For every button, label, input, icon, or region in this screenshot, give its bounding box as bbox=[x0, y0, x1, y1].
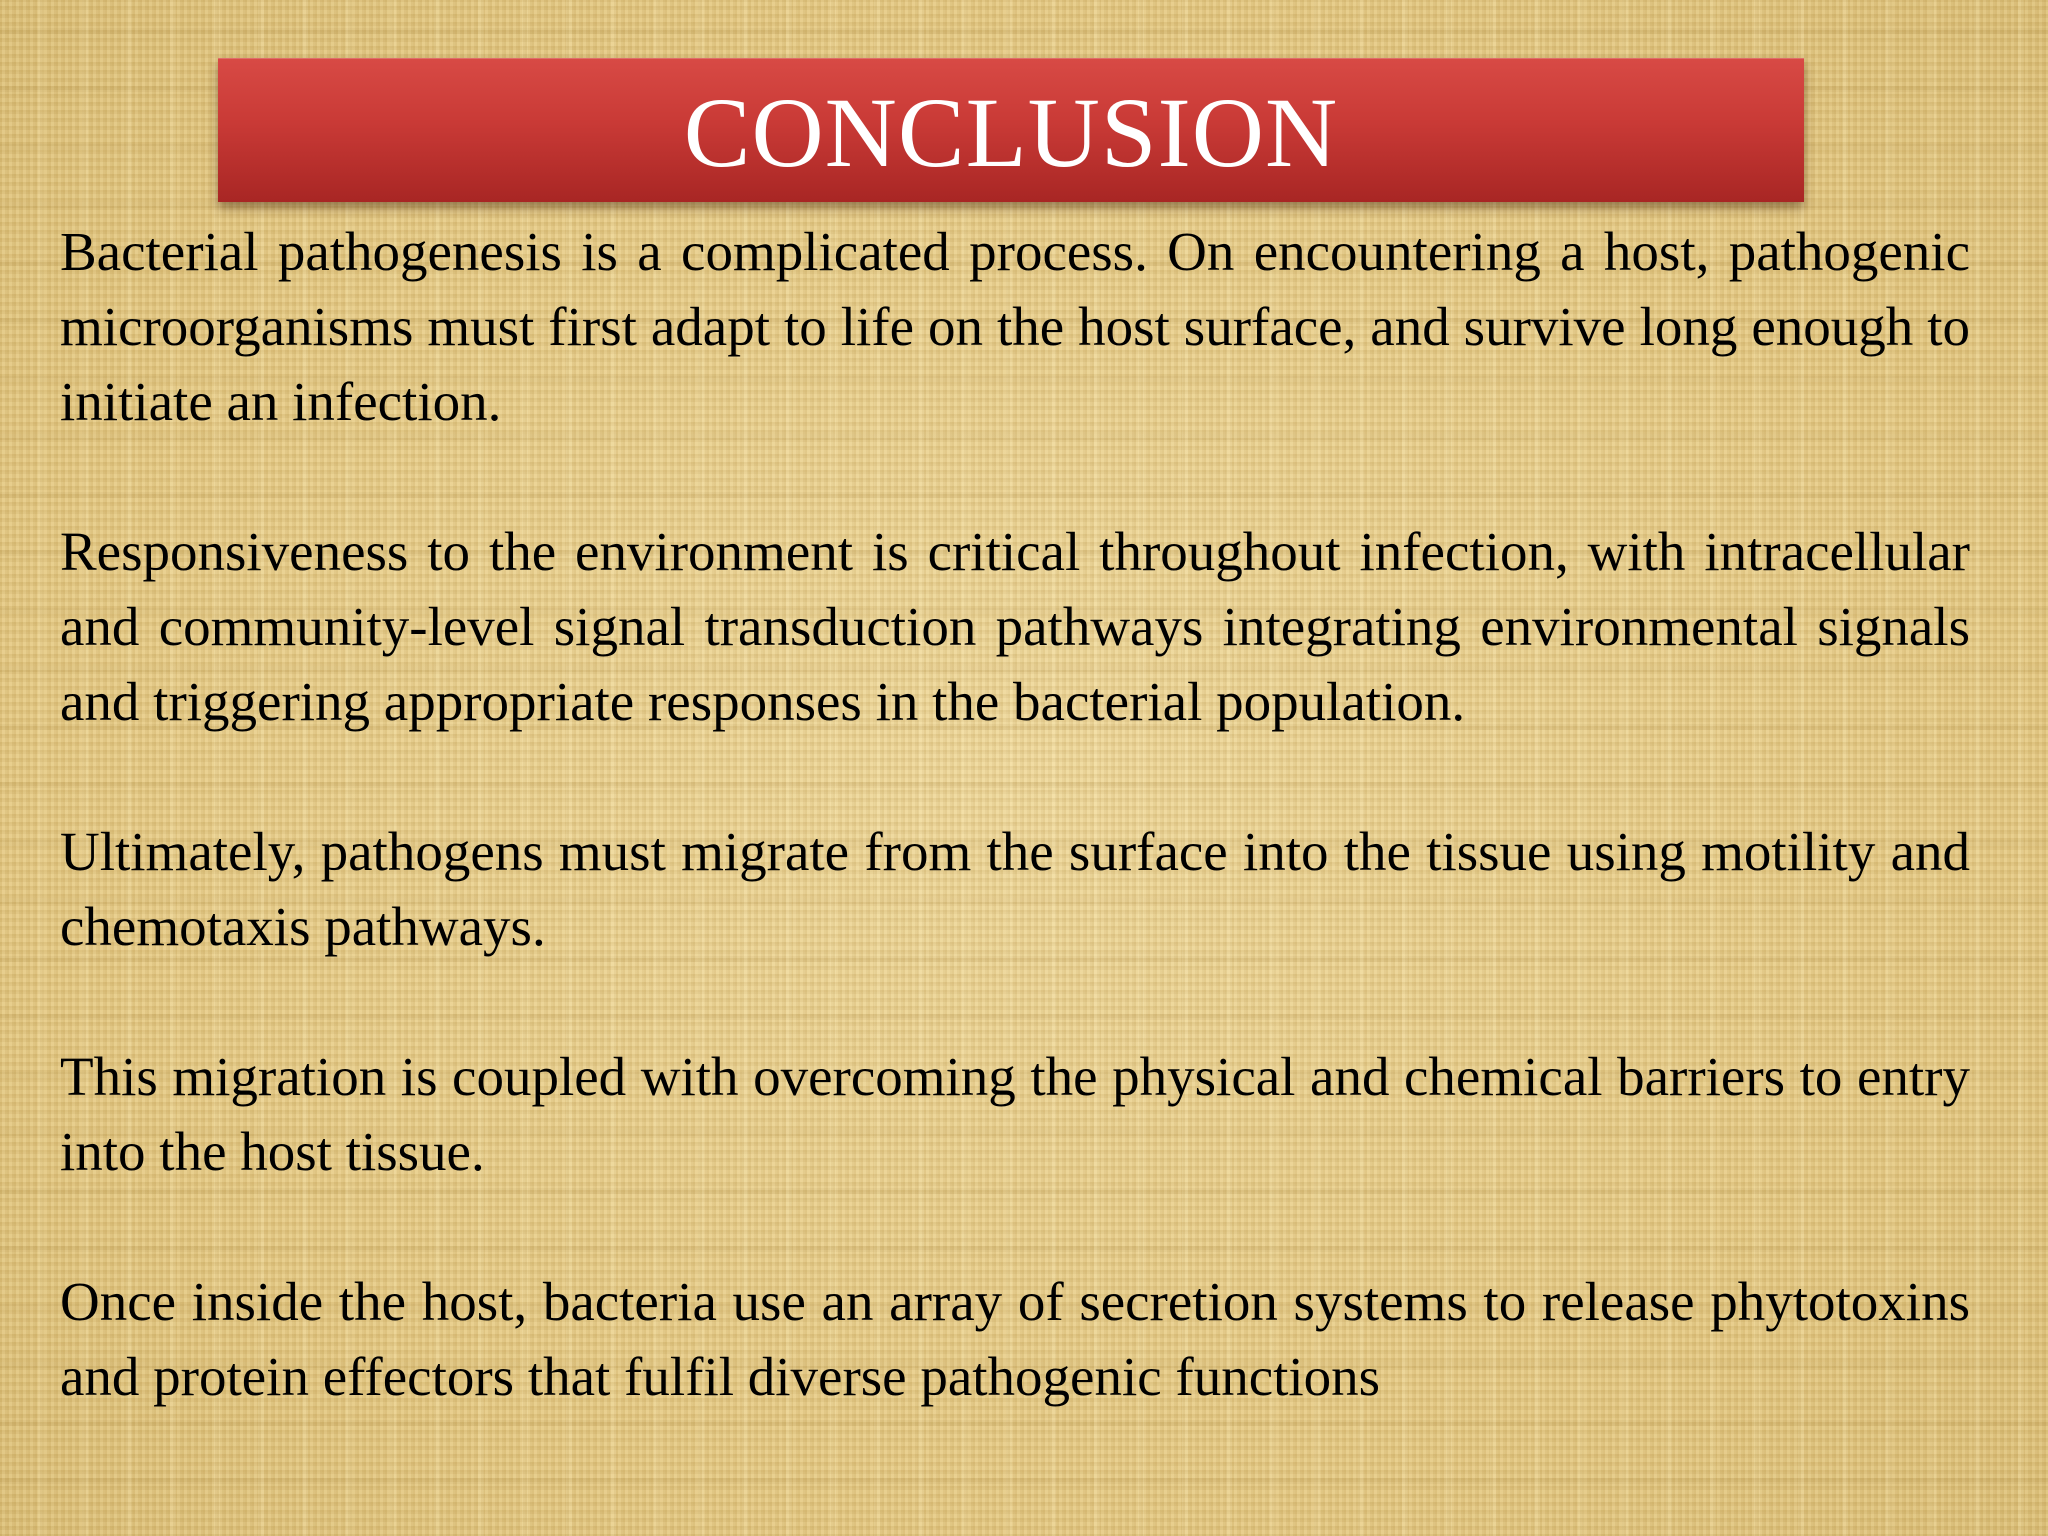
paragraph-3: Ultimately, pathogens must migrate from the surface into the tissue using motility and chemotaxis pathways. bbox=[60, 821, 1970, 957]
paragraph-2: Responsiveness to the environment is critical throughout infection, with intracellular and community-level signal transduction pathways integrating environmental signals and triggering appropriate responses in the bacterial population. bbox=[60, 521, 1970, 732]
slide-title: CONCLUSION bbox=[683, 77, 1339, 188]
paragraph-1: Bacterial pathogenesis is a complicated process. On encountering a host, pathogenic microorganisms must first adapt to life on the host surface, and survive long enough to initiate an infection. bbox=[60, 221, 1970, 432]
paragraph-5: Once inside the host, bacteria use an array of secretion systems to release phytotoxins and protein effectors that fulfil diverse pathogenic functions bbox=[60, 1271, 1970, 1407]
title-banner bbox=[218, 58, 1804, 202]
slide-body bbox=[60, 214, 1970, 1414]
paragraph-4: This migration is coupled with overcoming the physical and chemical barriers to entry into the host tissue. bbox=[60, 1046, 1970, 1182]
